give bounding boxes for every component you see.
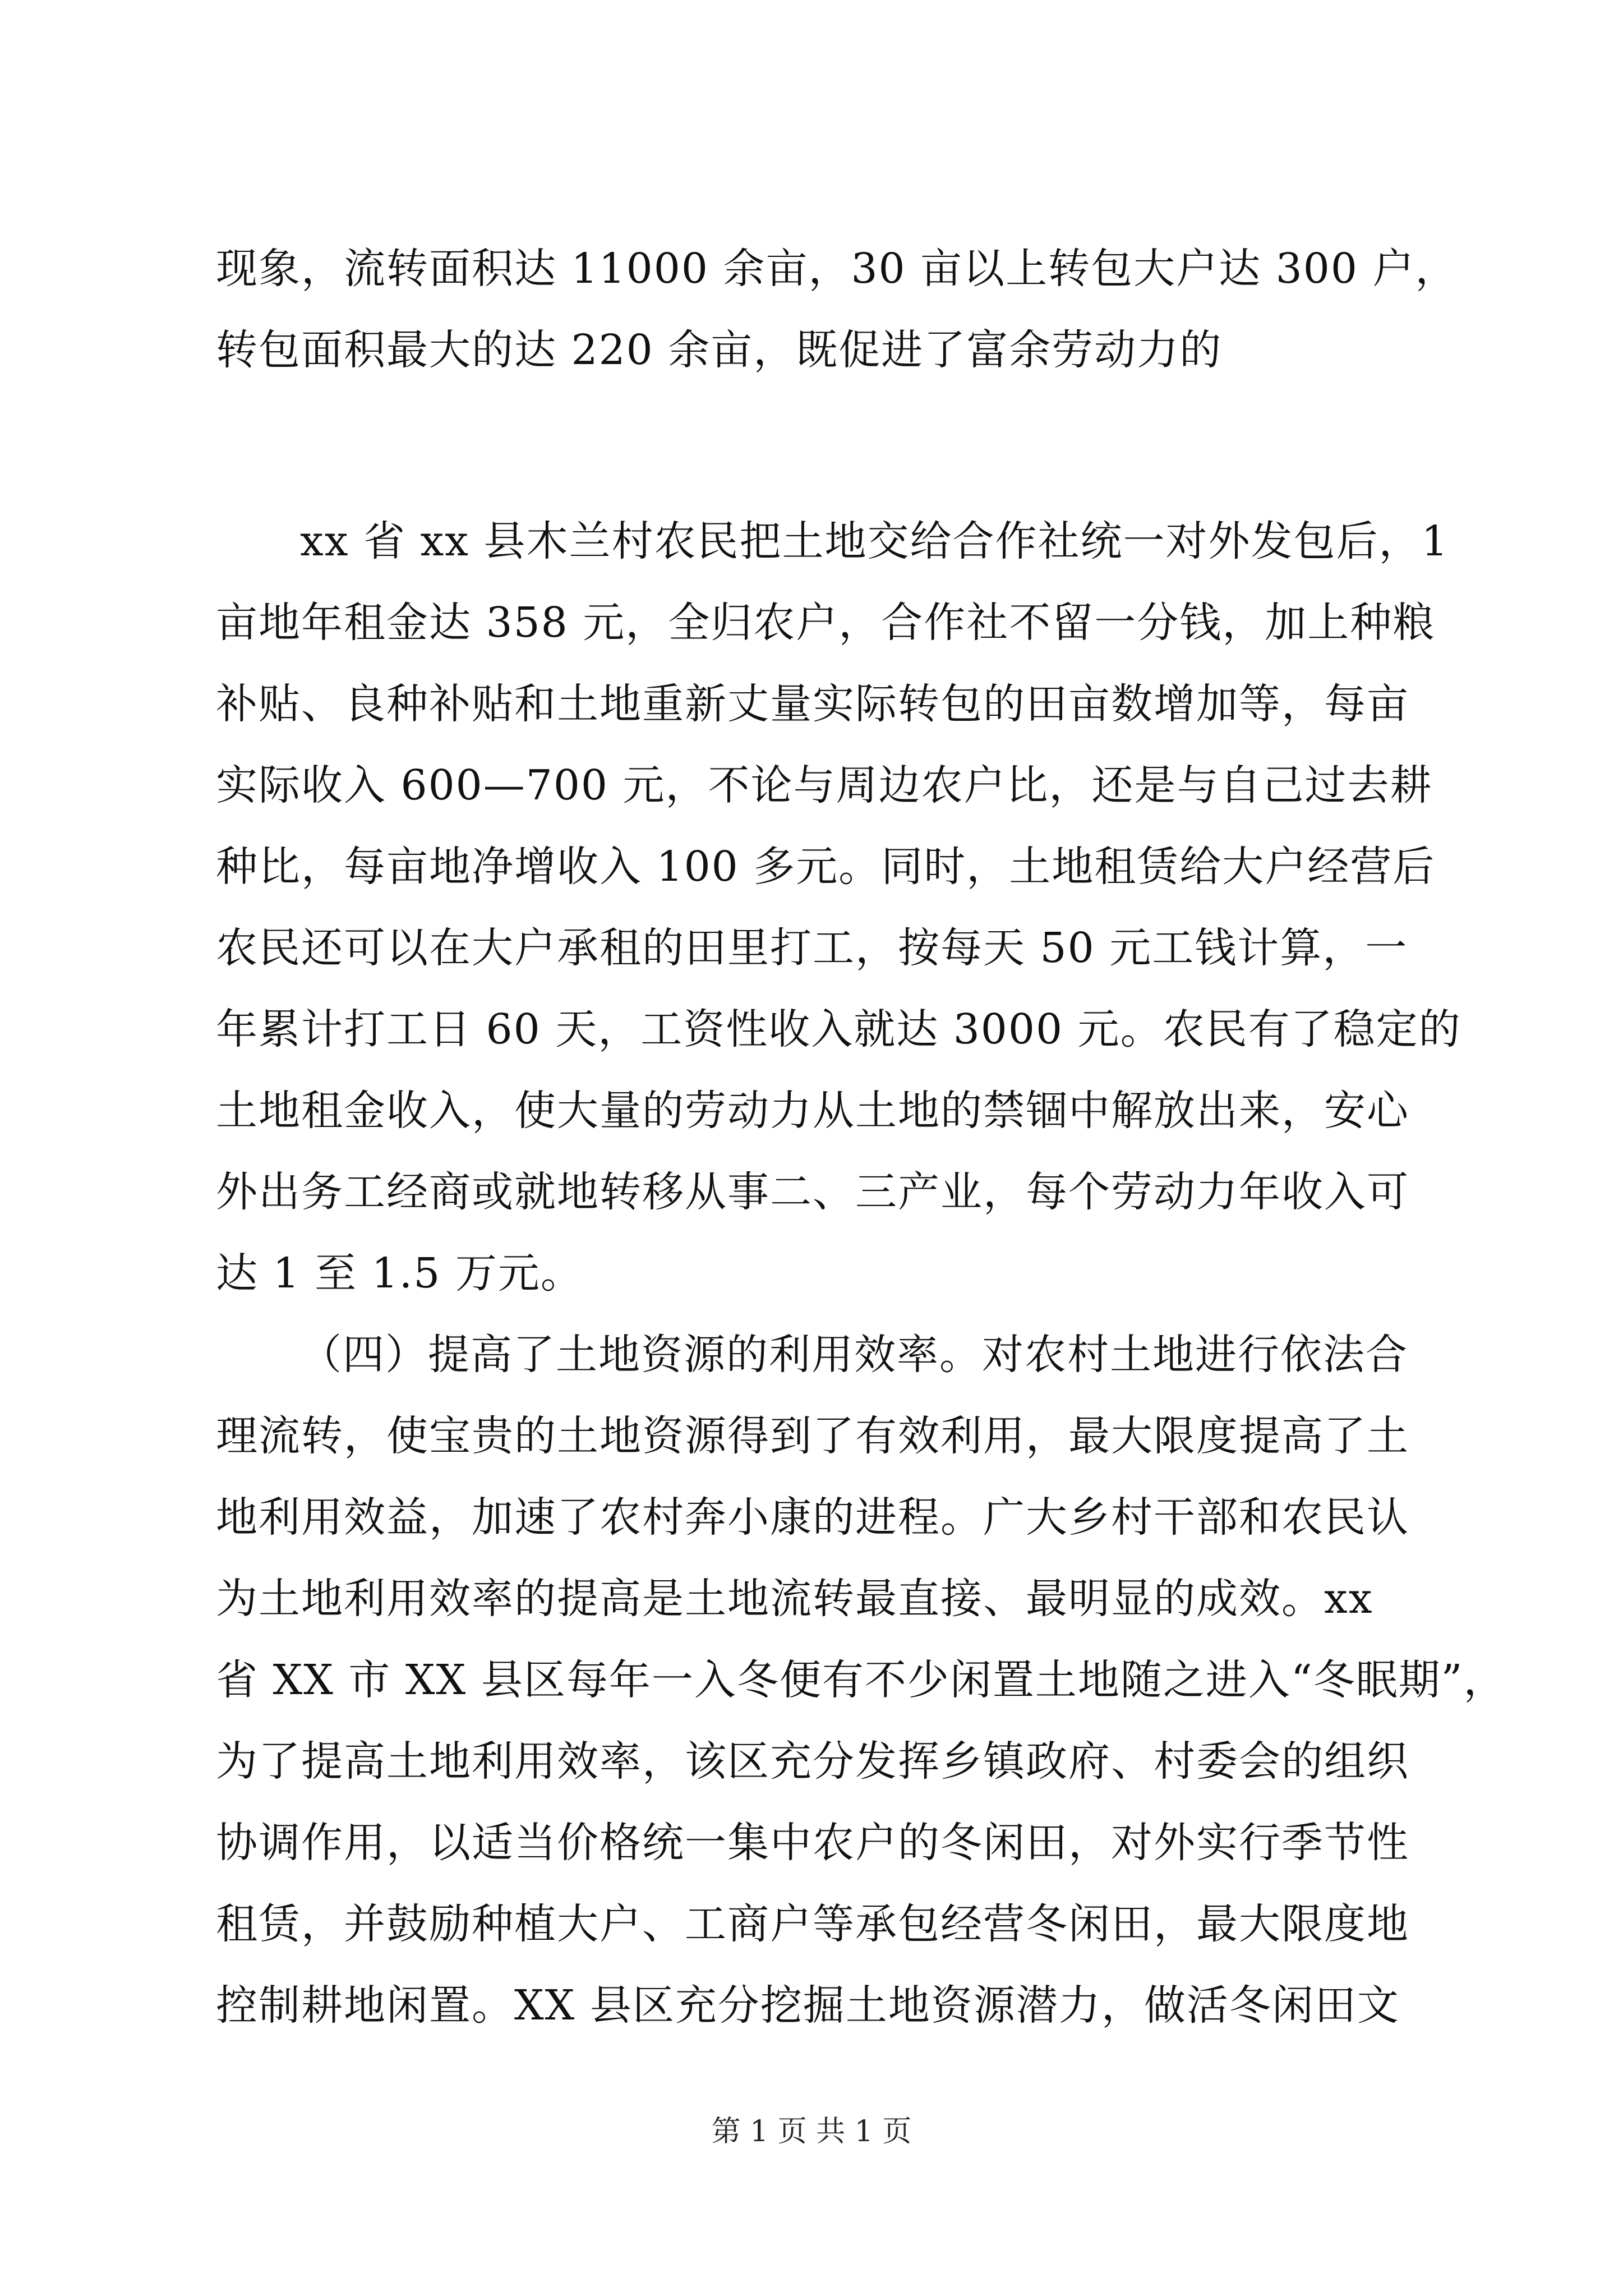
text-line: 为土地利用效率的提高是土地流转最直接、最明显的成效。xx [216, 1575, 1373, 1623]
text-line: 外出务工经商或就地转移从事二、三产业，每个劳动力年收入可 [216, 1168, 1409, 1216]
text-line: xx 省 xx 县木兰村农民把土地交给合作社统一对外发包后，1 [300, 517, 1449, 565]
text-line: 实际收入 600—700 元，不论与周边农户比，还是与自己过去耕 [216, 761, 1433, 809]
text-line: 年累计打工日 60 天，工资性收入就达 3000 元。农民有了稳定的 [216, 1005, 1461, 1053]
text-line: 土地租金收入，使大量的劳动力从土地的禁锢中解放出来，安心 [216, 1087, 1409, 1135]
text-line: 省 XX 市 XX 县区每年一入冬便有不少闲置土地随之进入“冬眠期”， [216, 1656, 1506, 1704]
text-line: 控制耕地闲置。XX 县区充分挖掘土地资源潜力，做活冬闲田文 [216, 1981, 1400, 2030]
text-line: 地利用效益，加速了农村奔小康的进程。广大乡村干部和农民认 [216, 1493, 1409, 1542]
text-line: 农民还可以在大户承租的田里打工，按每天 50 元工钱计算，一 [216, 924, 1408, 972]
text-line: 现象，流转面积达 11000 余亩，30 亩以上转包大户达 300 户， [216, 245, 1458, 293]
text-line: 转包面积最大的达 220 余亩，既促进了富余劳动力的 [216, 326, 1223, 374]
text-line: 租赁，并鼓励种植大户、工商户等承包经营冬闲田，最大限度地 [216, 1900, 1409, 1948]
text-line: 种比，每亩地净增收入 100 多元。同时，土地租赁给大户经营后 [216, 843, 1436, 891]
text-line: 为了提高土地利用效率，该区充分发挥乡镇政府、村委会的组织 [216, 1737, 1409, 1786]
text-line: 协调作用，以适当价格统一集中农户的冬闲田，对外实行季节性 [216, 1819, 1409, 1867]
text-line: 补贴、良种补贴和土地重新丈量实际转包的田亩数增加等，每亩 [216, 680, 1409, 728]
text-line: 亩地年租金达 358 元，全归农户，合作社不留一分钱，加上种粮 [216, 599, 1436, 647]
section-heading-line: （四）提高了土地资源的利用效率。对农村土地进行依法合 [300, 1331, 1408, 1379]
text-line: 理流转，使宝贵的土地资源得到了有效利用，最大限度提高了土 [216, 1412, 1409, 1460]
text-line: 达 1 至 1.5 万元。 [216, 1249, 583, 1297]
page-number-footer: 第 1 页 共 1 页 [711, 2115, 912, 2148]
